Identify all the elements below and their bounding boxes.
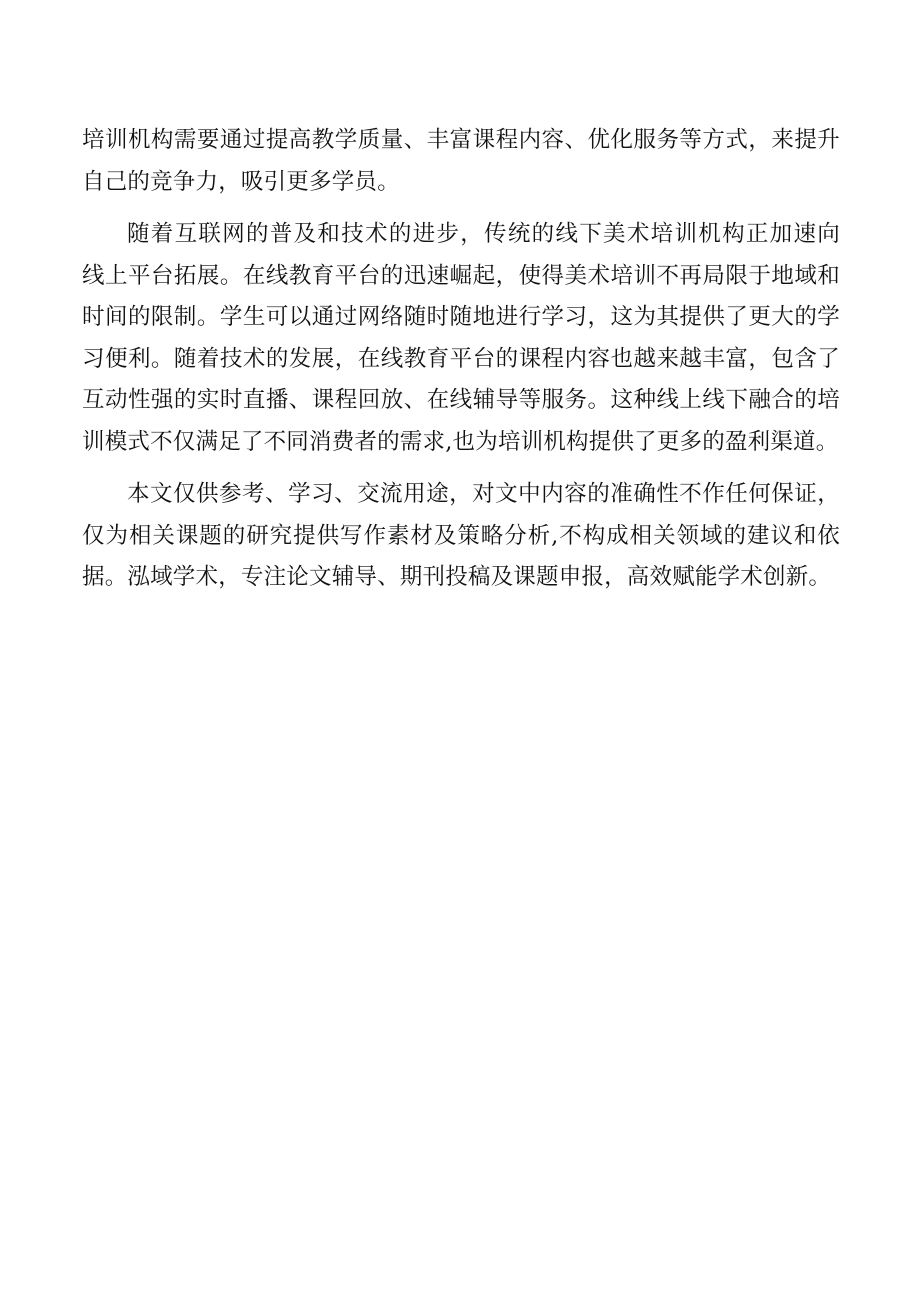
text-line: 仅为相关课题的研究提供写作素材及策略分析,不构成相关领域的建议和依 <box>82 522 840 549</box>
text-line: 随着互联网的普及和技术的进步，传统的线下美术培训机构正加速向 <box>127 221 840 247</box>
text-line: 本文仅供参考、学习、交流用途，对文中内容的准确性不作任何保证， <box>127 481 840 507</box>
text-line: 线上平台拓展。在线教育平台的迅速崛起，使得美术培训不再局限于地域和 <box>82 262 840 289</box>
document-body <box>82 120 840 599</box>
text-line: 自己的竞争力，吸引更多学员。 <box>82 168 400 195</box>
text-line: 时间的限制。学生可以通过网络随时随地进行学习，这为其提供了更大的学 <box>82 304 840 330</box>
text-line: 培训机构需要通过提高教学质量、丰富课程内容、优化服务等方式，来提升 <box>82 127 840 153</box>
text-line: 据。泓域学术，专注论文辅导、期刊投稿及课题申报，高效赋能学术创新。 <box>82 564 832 590</box>
paragraph-1 <box>82 120 840 203</box>
paragraph-3 <box>82 474 840 599</box>
text-line: 习便利。随着技术的发展，在线教育平台的课程内容也越来越丰富，包含了 <box>82 345 840 372</box>
text-line: 训模式不仅满足了不同消费者的需求,也为培训机构提供了更多的盈利渠道。 <box>82 428 839 455</box>
text-line: 互动性强的实时直播、课程回放、在线辅导等服务。这种线上线下融合的培 <box>82 387 840 413</box>
paragraph-2 <box>82 214 840 463</box>
